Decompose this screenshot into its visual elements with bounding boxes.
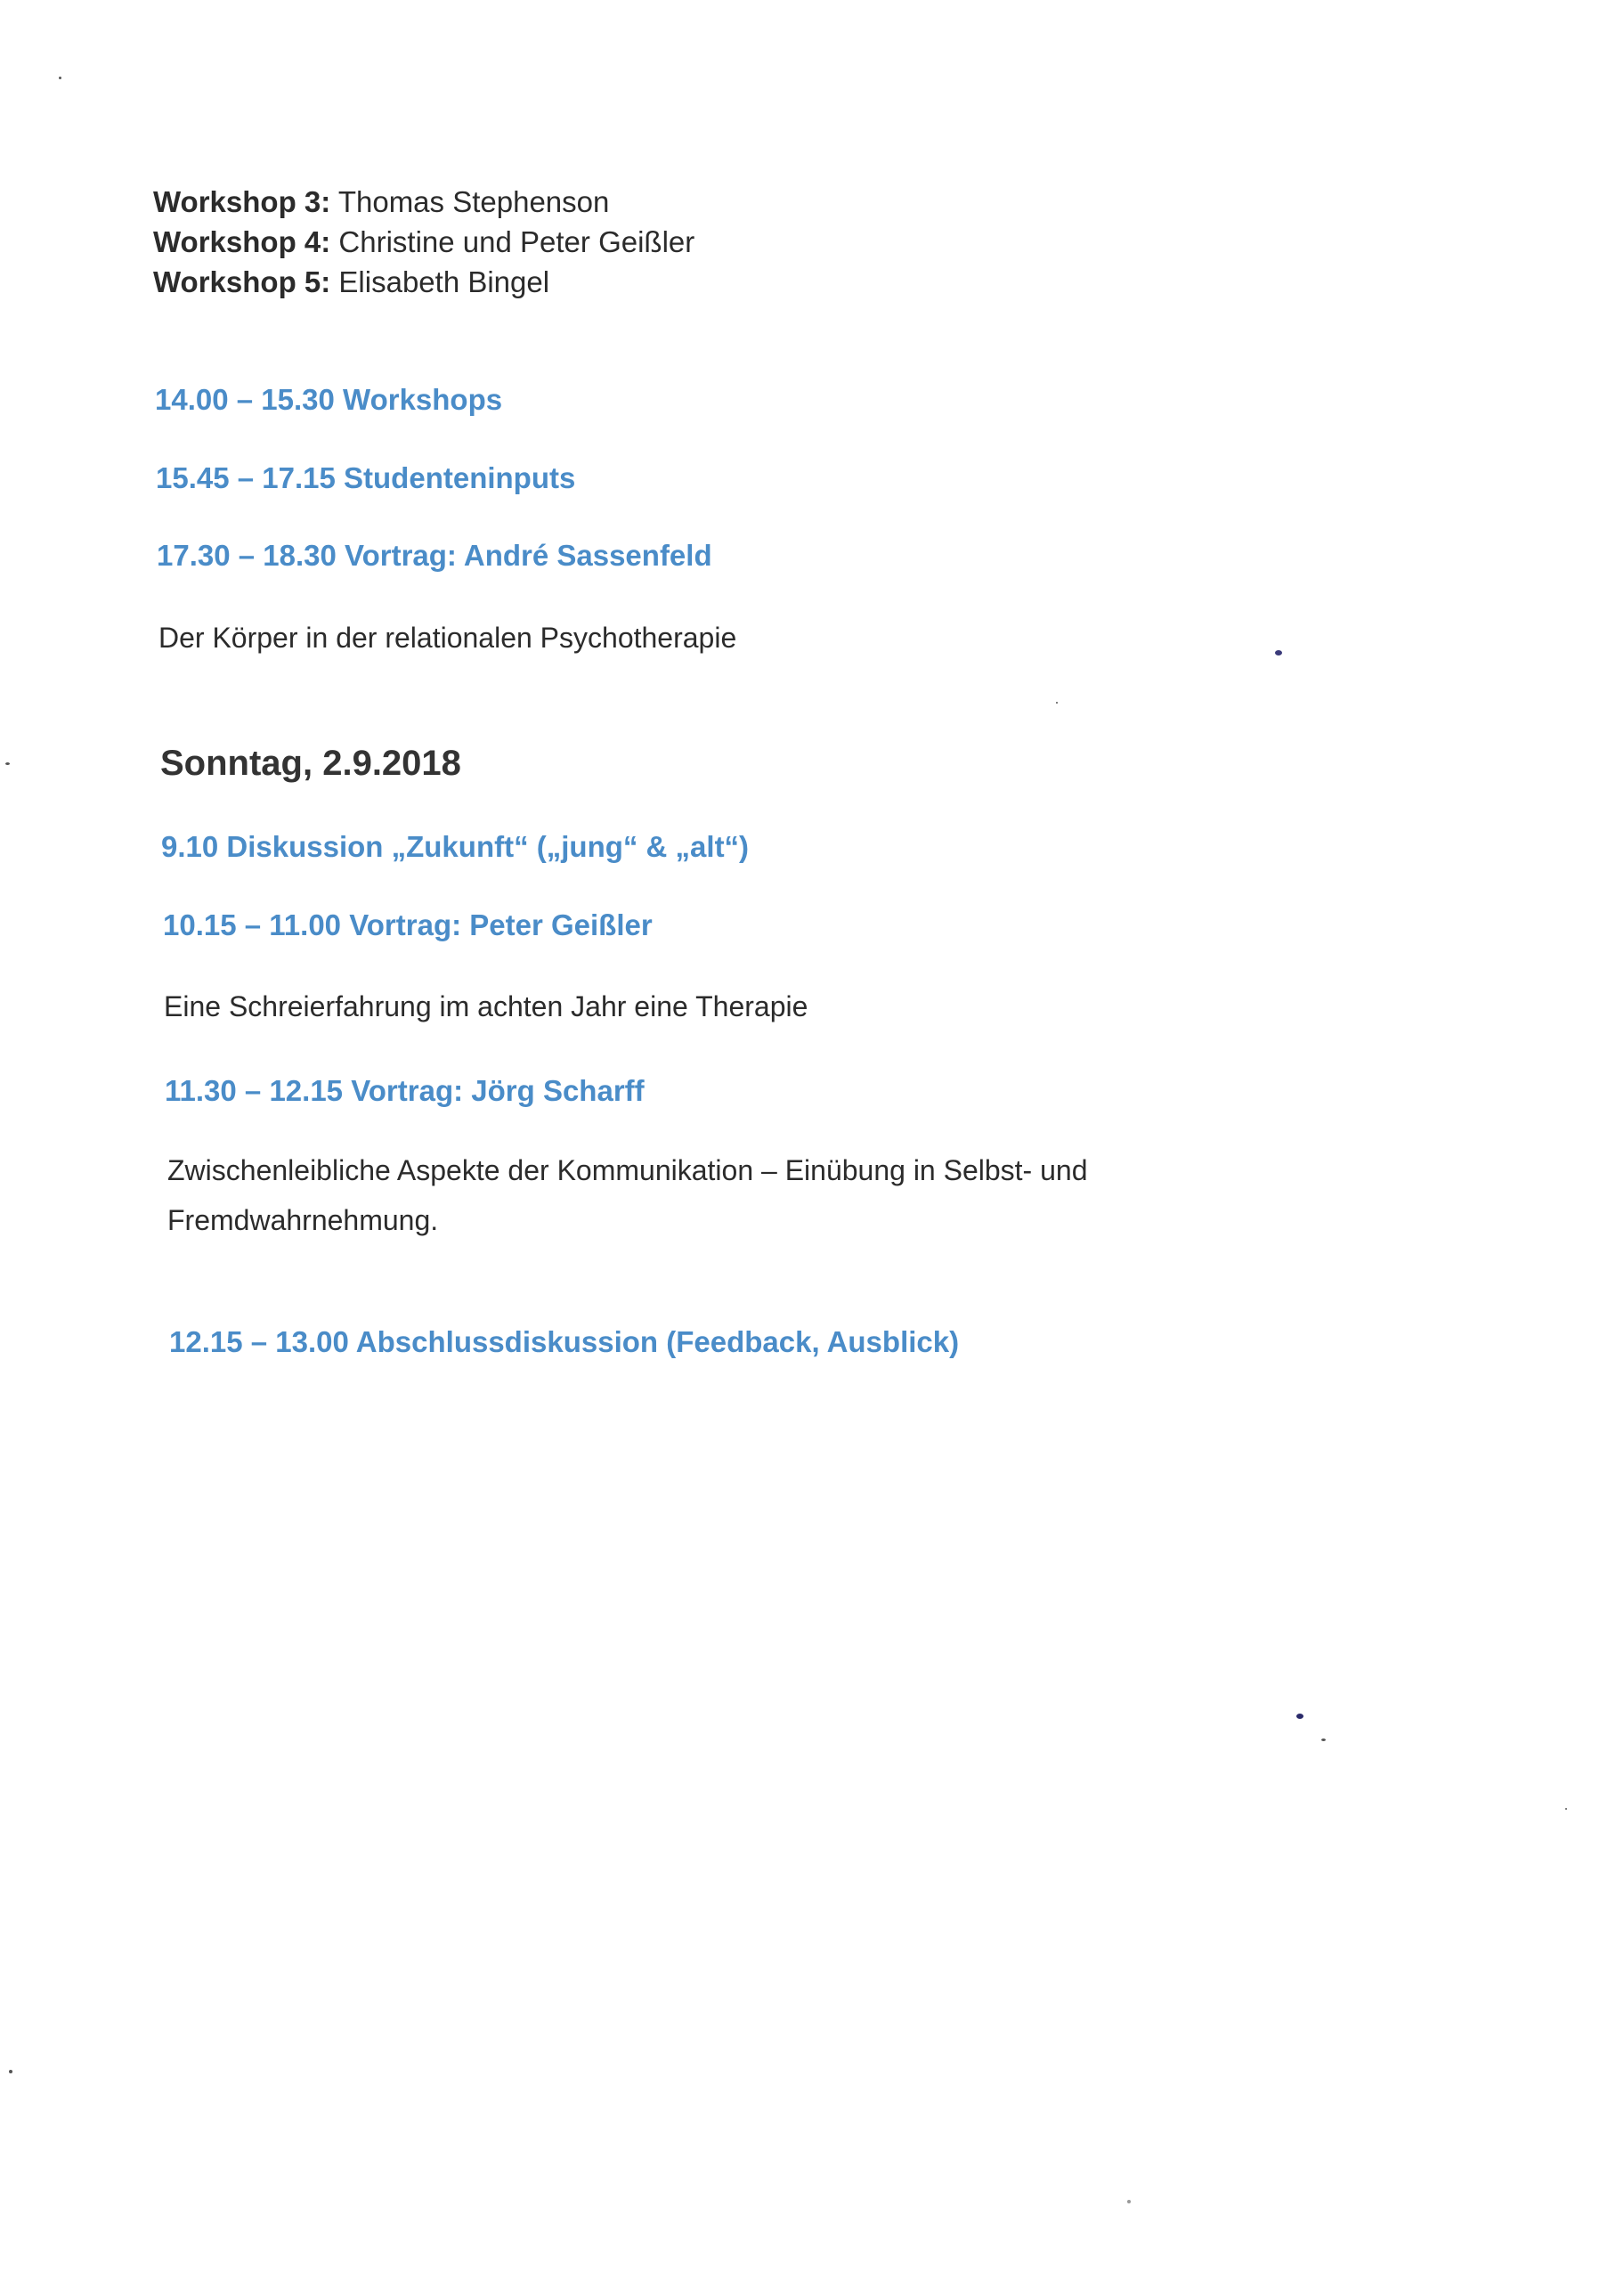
scan-speck <box>1565 1808 1567 1810</box>
schedule-desc-geissler: Eine Schreierfahrung im achten Jahr eine Therapie <box>164 990 808 1022</box>
workshop-5-label: Workshop 5: <box>153 265 331 298</box>
workshop-4-line <box>153 222 694 262</box>
schedule-item-studenteninputs: 15.45 – 17.15 Studenteninputs <box>156 461 576 494</box>
schedule-desc-scharff-line1: Zwischenleibliche Aspekte der Kommunikation – Einübung in Selbst- und <box>167 1154 1088 1186</box>
scan-speck <box>5 762 10 765</box>
schedule-item-vortrag-sassenfeld: 17.30 – 18.30 Vortrag: André Sassenfeld <box>157 539 712 572</box>
workshop-5-line <box>153 262 549 302</box>
scan-speck <box>1127 2200 1131 2203</box>
workshop-3-label: Workshop 3: <box>153 185 331 218</box>
workshop-3-name: Thomas Stephenson <box>337 185 610 218</box>
workshop-4-label: Workshop 4: <box>153 225 331 258</box>
scan-speck <box>1275 650 1282 656</box>
scan-speck <box>59 77 61 79</box>
schedule-desc-sassenfeld: Der Körper in der relationalen Psychotherapie <box>158 622 737 654</box>
schedule-item-abschlussdiskussion: 12.15 – 13.00 Abschlussdiskussion (Feedback, Ausblick) <box>169 1325 960 1358</box>
workshop-5-name: Elisabeth Bingel <box>338 265 550 298</box>
schedule-item-workshops: 14.00 – 15.30 Workshops <box>155 383 503 416</box>
schedule-item-vortrag-geissler: 10.15 – 11.00 Vortrag: Peter Geißler <box>163 908 653 941</box>
scan-speck <box>1321 1738 1326 1741</box>
workshop-3-line <box>153 182 609 222</box>
day-heading-sonntag: Sonntag, 2.9.2018 <box>160 744 461 783</box>
schedule-item-vortrag-scharff: 11.30 – 12.15 Vortrag: Jörg Scharff <box>165 1074 645 1107</box>
scan-speck <box>9 2070 12 2073</box>
schedule-item-diskussion-zukunft: 9.10 Diskussion „Zukunft“ („jung“ & „alt“) <box>161 830 750 863</box>
schedule-desc-scharff-line2: Fremdwahrnehmung. <box>167 1204 439 1236</box>
scan-speck <box>1296 1714 1303 1719</box>
scan-speck <box>1056 702 1058 704</box>
workshop-4-name: Christine und Peter Geißler <box>338 225 695 258</box>
